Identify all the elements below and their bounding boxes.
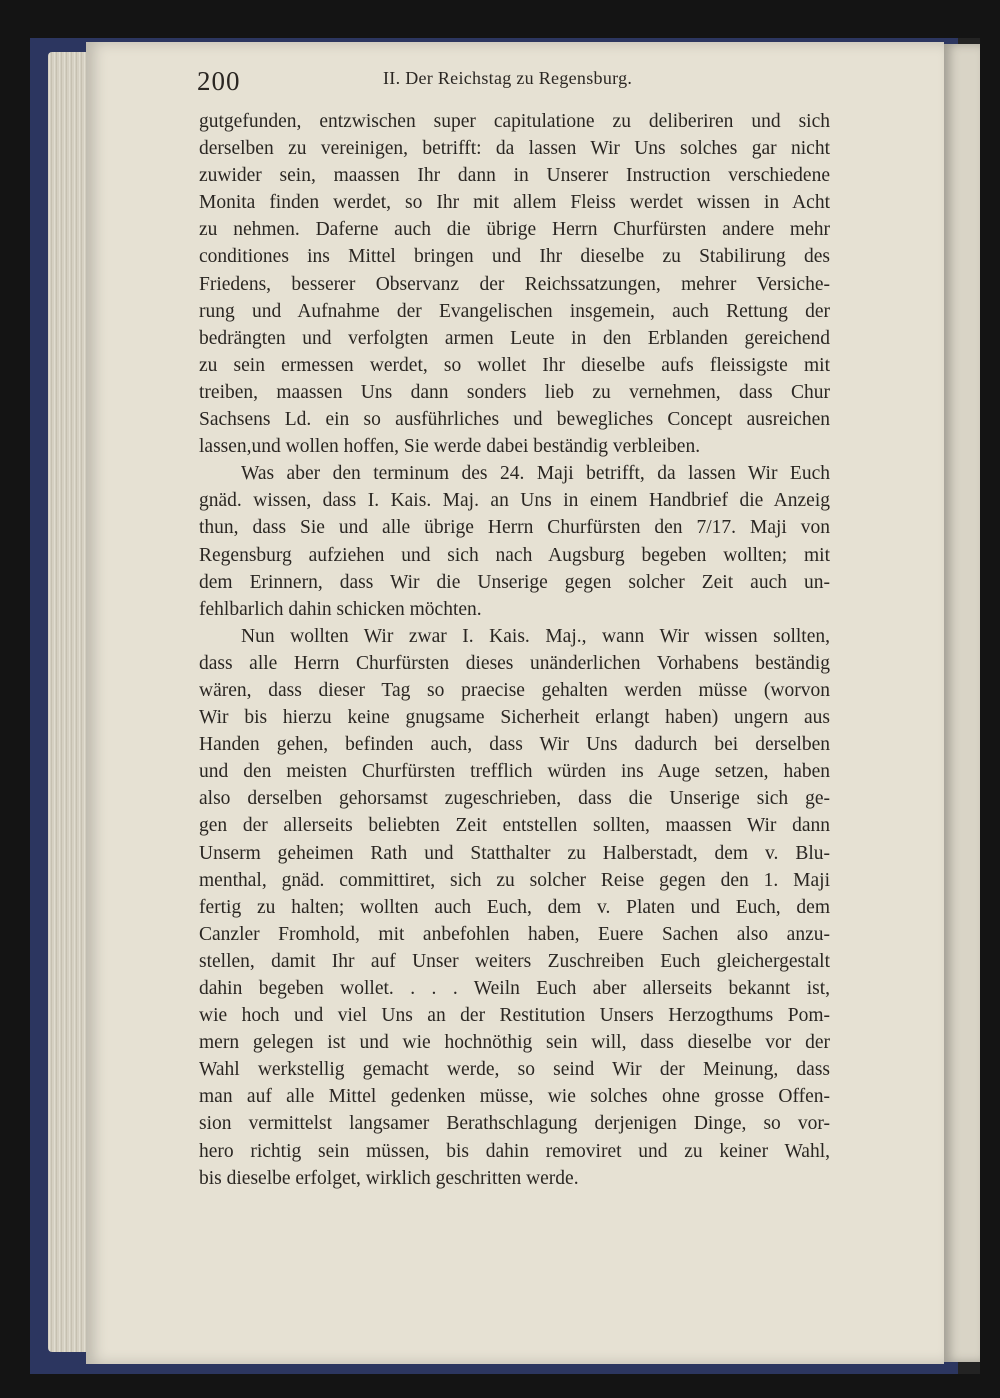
text-line: bis dieselbe erfolget, wirklich geschritten werde. xyxy=(199,1167,579,1189)
text-line: thun, dass Sie und alle übrige Herrn Churfürsten den 7/17. Maji von xyxy=(199,517,830,539)
text-line: wären, dass dieser Tag so praecise gehalten werden müsse (worvon xyxy=(199,679,830,701)
text-line: dass alle Herrn Churfürsten dieses unänderlichen Vorhabens beständig xyxy=(199,652,830,674)
text-line: Friedens, besserer Observanz der Reichssatzungen, mehrer Versiche- xyxy=(199,273,830,295)
paragraph xyxy=(199,108,830,460)
text-line: zuwider sein, maassen Ihr dann in Unserer Instruction verschiedene xyxy=(199,165,830,187)
text-line: und den meisten Churfürsten trefflich würden ins Auge setzen, haben xyxy=(199,761,830,783)
text-line: Regensburg aufziehen und sich nach Augsburg begeben wollten; mit xyxy=(199,544,830,566)
text-line: fertig zu halten; wollten auch Euch, dem v. Platen und Euch, dem xyxy=(199,896,830,918)
text-line: dem Erinnern, dass Wir die Unserige gegen solcher Zeit auch un- xyxy=(199,571,830,593)
page-number: 200 xyxy=(197,66,241,96)
text-line: mern gelegen ist und wie hochnöthig sein will, dass dieselbe vor der xyxy=(199,1032,830,1054)
text-line: menthal, gnäd. committiret, sich zu solcher Reise gegen den 1. Maji xyxy=(199,869,830,891)
running-head: II. Der Reichstag zu Regensburg. xyxy=(383,68,633,88)
text-line: Handen gehen, befinden auch, dass Wir Uns dadurch bei derselben xyxy=(199,734,830,756)
text-line: zu sein ermessen werdet, so wollet Ihr dieselbe aufs fleissigste mit xyxy=(199,354,830,376)
text-line: conditiones ins Mittel bringen und Ihr dieselbe zu Stabilirung des xyxy=(199,246,830,268)
text-line: treiben, maassen Uns dann sonders lieb zu vernehmen, dass Chur xyxy=(199,381,830,403)
text-line: Nun wollten Wir zwar I. Kais. Maj., wann Wir wissen sollten, xyxy=(241,625,830,647)
text-line: hero richtig sein müssen, bis dahin removiret und zu keiner Wahl, xyxy=(199,1140,830,1162)
page-header xyxy=(197,62,837,102)
text-line: gnäd. wissen, dass I. Kais. Maj. an Uns in einem Handbrief die Anzeig xyxy=(199,490,830,512)
body-text xyxy=(199,108,830,1192)
text-line: Wir bis hierzu keine gnugsame Sicherheit erlangt haben) ungern aus xyxy=(199,707,830,729)
text-line: man auf alle Mittel gedenken müsse, wie solches ohne grosse Offen- xyxy=(199,1086,830,1108)
text-line: Wahl werkstellig gemacht werde, so seind Wir der Meinung, dass xyxy=(199,1059,830,1081)
text-line: zu nehmen. Daferne auch die übrige Herrn Churfürsten andere mehr xyxy=(199,219,830,241)
text-line: derselben zu vereinigen, betrifft: da lassen Wir Uns solches gar nicht xyxy=(199,138,830,160)
text-line: Monita finden werdet, so Ihr mit allem Fleiss werdet wissen in Acht xyxy=(199,192,830,214)
text-line: lassen,und wollen hoffen, Sie werde dabei beständig verbleiben. xyxy=(199,436,701,458)
text-line: Unserm geheimen Rath und Statthalter zu Halberstadt, dem v. Blu- xyxy=(199,842,830,864)
paragraph xyxy=(199,460,830,623)
text-line: also derselben gehorsamst zugeschrieben, dass die Unserige sich ge- xyxy=(199,788,830,810)
text-line: Canzler Fromhold, mit anbefohlen haben, Euere Sachen also anzu- xyxy=(199,923,830,945)
text-line: fehlbarlich dahin schicken möchten. xyxy=(199,598,482,620)
text-line: Sachsens Ld. ein so ausführliches und bewegliches Concept ausreichen xyxy=(199,409,830,431)
text-line: dahin begeben wollet. . . . Weiln Euch aber allerseits bekannt ist, xyxy=(199,978,830,999)
text-line: bedrängten und verfolgten armen Leute in den Erblanden gereichend xyxy=(199,327,830,349)
text-line: gen der allerseits beliebten Zeit entstellen sollten, maassen Wir dann xyxy=(199,815,830,837)
text-line: gutgefunden, entzwischen super capitulatione zu deliberiren und sich xyxy=(199,111,830,132)
text-line: stellen, damit Ihr auf Unser weiters Zuschreiben Euch gleichergestalt xyxy=(199,950,830,972)
text-line: rung und Aufnahme der Evangelischen insgemein, auch Rettung der xyxy=(199,300,830,322)
text-line: Was aber den terminum des 24. Maji betrifft, da lassen Wir Euch xyxy=(241,463,830,485)
paragraph xyxy=(199,623,830,1192)
text-line: wie hoch und viel Uns an der Restitution Unsers Herzogthums Pom- xyxy=(199,1005,830,1027)
text-line: sion vermittelst langsamer Berathschlagung derjenigen Dinge, so vor- xyxy=(199,1113,830,1135)
page-edges xyxy=(48,52,88,1352)
facing-page xyxy=(944,44,980,1362)
